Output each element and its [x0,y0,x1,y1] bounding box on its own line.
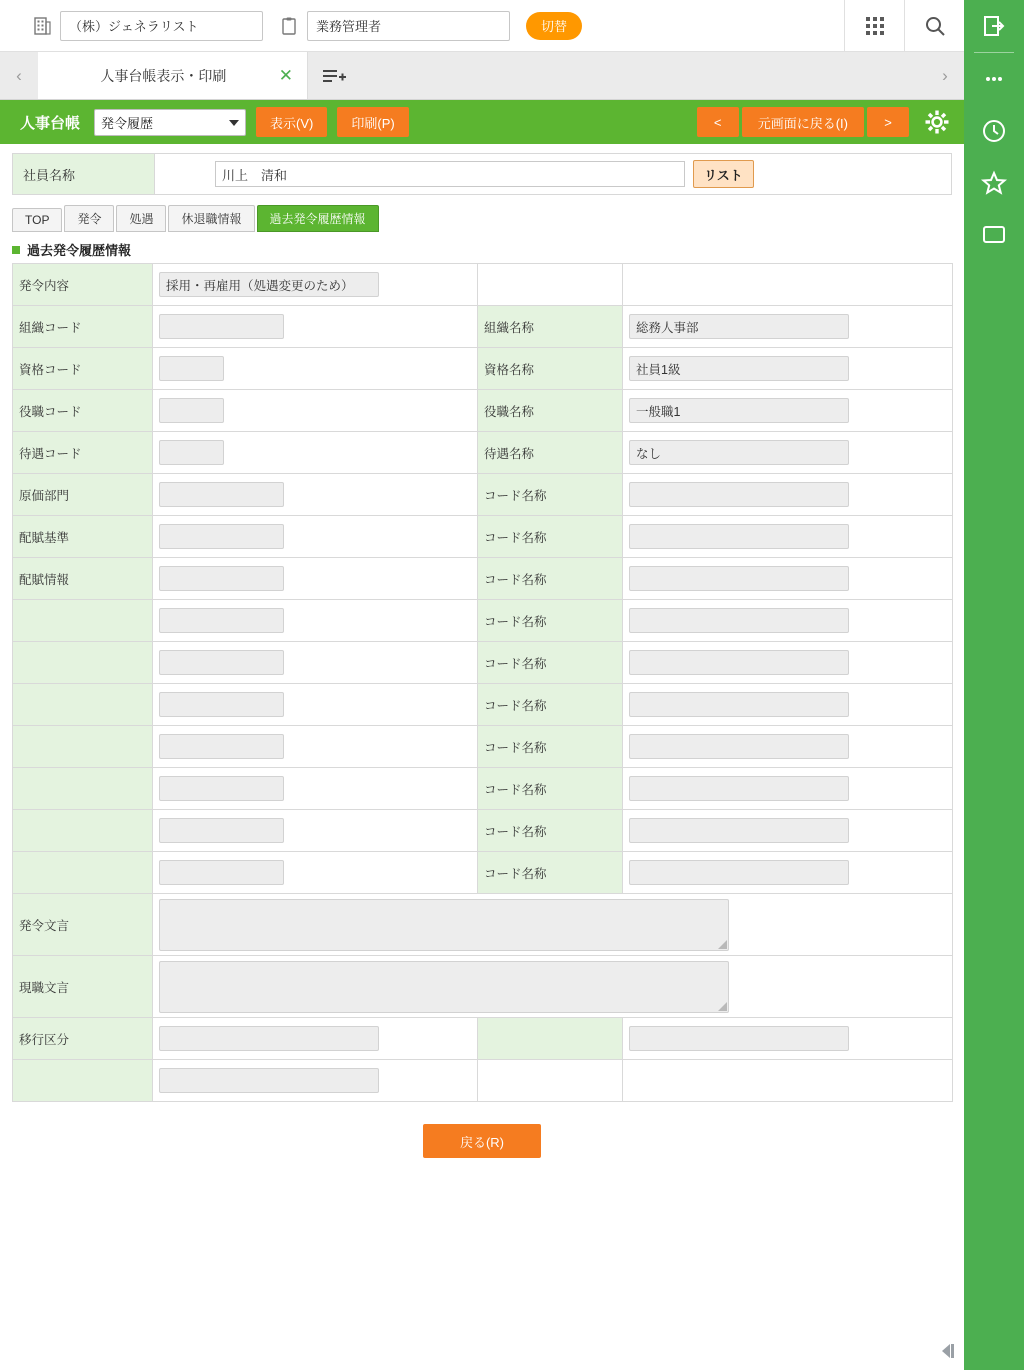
section-title-text: 過去発令履歴情報 [27,243,132,258]
row-4-label: 原価部門 [13,474,153,516]
table-row [13,852,953,894]
employee-list-button[interactable]: リスト [693,160,754,188]
record-type-select[interactable] [94,109,246,136]
row-7-name-label: コード名称 [478,600,623,642]
row-11-label [13,768,153,810]
add-tab-icon[interactable] [308,52,360,99]
table-row [13,642,953,684]
row-10-code-input[interactable] [159,734,284,759]
footer-actions [0,1124,964,1158]
row-4-code-cell [153,474,478,516]
collapse-panel-icon[interactable] [932,1342,958,1360]
top-bar [0,0,964,52]
table-row [13,306,953,348]
row-12-code-input[interactable] [159,818,284,843]
row-6-label: 配賦情報 [13,558,153,600]
row-11-name-label: コード名称 [478,768,623,810]
table-row [13,516,953,558]
current-text-label: 現職文言 [13,956,153,1018]
page-content [0,100,964,1370]
last-row-spacer1 [478,1060,623,1102]
row-10-code-cell [153,726,478,768]
transfer-name-label [478,1018,623,1060]
clipboard-icon [281,16,299,36]
row-12-code-cell [153,810,478,852]
employee-row [12,153,952,195]
row-8-name-cell [623,642,953,684]
tab-strip-empty [360,52,926,99]
row-12-label [13,810,153,852]
row-4-name-input[interactable] [629,482,849,507]
company-field[interactable] [60,11,263,41]
table-row-order-text [13,894,953,956]
sub-tabs [12,205,964,232]
top-bar-left [0,11,582,41]
star-icon[interactable] [964,157,1024,209]
logout-icon[interactable] [964,0,1024,52]
row-3-name-cell [623,432,953,474]
row-9-label [13,684,153,726]
row-1-code-input[interactable] [159,356,224,381]
row-0-code-cell [153,306,478,348]
row-10-name-input[interactable] [629,734,849,759]
tab-label: 人事台帳表示・印刷 [100,67,227,84]
row-10-name-cell [623,726,953,768]
table-row [13,558,953,600]
section-marker-icon [12,246,20,254]
row-1-code-cell [153,348,478,390]
print-button[interactable]: 印刷(P) [337,107,408,137]
employee-name-input[interactable]: 川上 清和 [215,161,685,187]
more-dots-icon[interactable] [964,53,1024,105]
next-record-button[interactable]: > [867,107,909,137]
row-9-name-cell [623,684,953,726]
row-3-code-cell [153,432,478,474]
role-value: 業務管理者 [316,19,382,34]
chat-icon[interactable] [964,209,1024,261]
last-row-label [13,1060,153,1102]
module-header [0,100,964,144]
row-7-label [13,600,153,642]
rail-logout-slot [964,0,1024,52]
row-2-code-input[interactable] [159,398,224,423]
right-rail [964,0,1024,1370]
row-4-name-cell [623,474,953,516]
row-9-code-cell [153,684,478,726]
row-10-name-label: コード名称 [478,726,623,768]
table-row [13,432,953,474]
order-content-input[interactable]: 採用・再雇用（処遇変更のため） [159,272,379,297]
order-text-label: 発令文言 [13,894,153,956]
row-13-code-cell [153,852,478,894]
role-field[interactable] [307,11,510,41]
row-5-name-label: コード名称 [478,516,623,558]
row-0-code-input[interactable] [159,314,284,339]
table-row-order-content [13,264,953,306]
row-8-name-input[interactable] [629,650,849,675]
table-row [13,684,953,726]
search-icon[interactable] [904,0,964,52]
page-title: 人事台帳 [20,114,81,132]
current-text-cell [153,956,953,1018]
tab-scroll-next[interactable]: › [942,65,948,85]
tab-shogu[interactable]: 処遇 [116,205,166,232]
history-icon[interactable] [964,105,1024,157]
last-row-cell [153,1060,478,1102]
row-12-name-cell [623,810,953,852]
table-row [13,726,953,768]
row-12-name-input[interactable] [629,818,849,843]
row-5-code-input[interactable] [159,524,284,549]
row-5-label: 配賦基準 [13,516,153,558]
row-9-code-input[interactable] [159,692,284,717]
row-6-name-cell [623,558,953,600]
order-text-textarea[interactable] [159,899,729,951]
row-2-code-cell [153,390,478,432]
row-11-name-input[interactable] [629,776,849,801]
table-row [13,474,953,516]
row-8-code-input[interactable] [159,650,284,675]
table-row-transfer [13,1018,953,1060]
row-8-code-cell [153,642,478,684]
row-5-name-cell [623,516,953,558]
transfer-code-cell [153,1018,478,1060]
row-9-name-label: コード名称 [478,684,623,726]
tab-kyutaishoku[interactable]: 休退職情報 [168,205,254,232]
order-content-cell [153,264,478,306]
top-bar-right [844,0,964,52]
row-2-name-input[interactable]: 一般職1 [629,398,849,423]
row-9-name-input[interactable] [629,692,849,717]
row-0-label: 組織コード [13,306,153,348]
chevron-down-icon [229,120,239,126]
row-7-name-cell [623,600,953,642]
row-3-code-input[interactable] [159,440,224,465]
detail-table [12,263,953,1102]
row-6-code-input[interactable] [159,566,284,591]
row-1-name-input[interactable]: 社員1級 [629,356,849,381]
section-title [12,240,964,259]
switch-button[interactable]: 切替 [526,12,582,40]
building-icon [34,16,52,36]
row-13-name-cell [623,852,953,894]
row-1-label: 資格コード [13,348,153,390]
row-4-name-label: コード名称 [478,474,623,516]
row-12-name-label: コード名称 [478,810,623,852]
row-8-label [13,642,153,684]
row-10-label [13,726,153,768]
display-button[interactable]: 表示(V) [256,107,327,137]
table-row [13,810,953,852]
tab-hatsurei[interactable]: 発令 [64,205,114,232]
row-11-code-input[interactable] [159,776,284,801]
row-13-name-label: コード名称 [478,852,623,894]
row-5-name-input[interactable] [629,524,849,549]
tab-past-order-history[interactable]: 過去発令履歴情報 [257,205,379,232]
table-row [13,768,953,810]
transfer-name-input[interactable] [629,1026,849,1051]
row-13-code-input[interactable] [159,860,284,885]
order-text-cell [153,894,953,956]
tab-jinji-daicho[interactable] [38,52,308,99]
prev-record-button[interactable]: < [697,107,739,137]
row-0-name-cell [623,306,953,348]
current-text-textarea[interactable] [159,961,729,1013]
row-6-name-input[interactable] [629,566,849,591]
module-header-right [697,107,954,137]
last-row-spacer2 [623,1060,953,1102]
table-row [13,348,953,390]
order-content-spacer2 [623,264,953,306]
row-7-name-input[interactable] [629,608,849,633]
row-3-label: 待遇コード [13,432,153,474]
row-3-name-input[interactable]: なし [629,440,849,465]
company-value: （株）ジェネラリスト [69,19,199,34]
order-content-label: 発令内容 [13,264,153,306]
order-content-spacer1 [478,264,623,306]
tab-top[interactable]: TOP [12,208,62,232]
row-3-name-label: 待遇名称 [478,432,623,474]
employee-name-label: 社員名称 [13,154,155,194]
row-11-code-cell [153,768,478,810]
table-row [13,600,953,642]
row-11-name-cell [623,768,953,810]
table-row-current-text [13,956,953,1018]
row-6-code-cell [153,558,478,600]
row-7-code-cell [153,600,478,642]
row-2-label: 役職コード [13,390,153,432]
transfer-label: 移行区分 [13,1018,153,1060]
transfer-name-cell [623,1018,953,1060]
row-4-code-input[interactable] [159,482,284,507]
tab-scroll-prev[interactable]: ‹ [16,65,22,85]
table-row [13,390,953,432]
row-8-name-label: コード名称 [478,642,623,684]
row-5-code-cell [153,516,478,558]
row-0-name-input[interactable]: 総務人事部 [629,314,849,339]
back-to-original-button[interactable]: 元画面に戻る(I) [742,107,864,137]
row-13-label [13,852,153,894]
close-icon[interactable]: ✕ [278,65,293,85]
return-button[interactable]: 戻る(R) [423,1124,541,1158]
apps-grid-icon[interactable] [844,0,904,52]
tab-strip [0,52,964,100]
record-type-value: 発令履歴 [101,115,154,131]
row-2-name-cell [623,390,953,432]
row-1-name-cell [623,348,953,390]
table-row-last [13,1060,953,1102]
row-0-name-label: 組織名称 [478,306,623,348]
gear-icon[interactable] [920,108,954,136]
row-13-name-input[interactable] [629,860,849,885]
row-6-name-label: コード名称 [478,558,623,600]
row-1-name-label: 資格名称 [478,348,623,390]
row-7-code-input[interactable] [159,608,284,633]
row-2-name-label: 役職名称 [478,390,623,432]
transfer-code-input[interactable] [159,1026,379,1051]
last-row-input[interactable] [159,1068,379,1093]
